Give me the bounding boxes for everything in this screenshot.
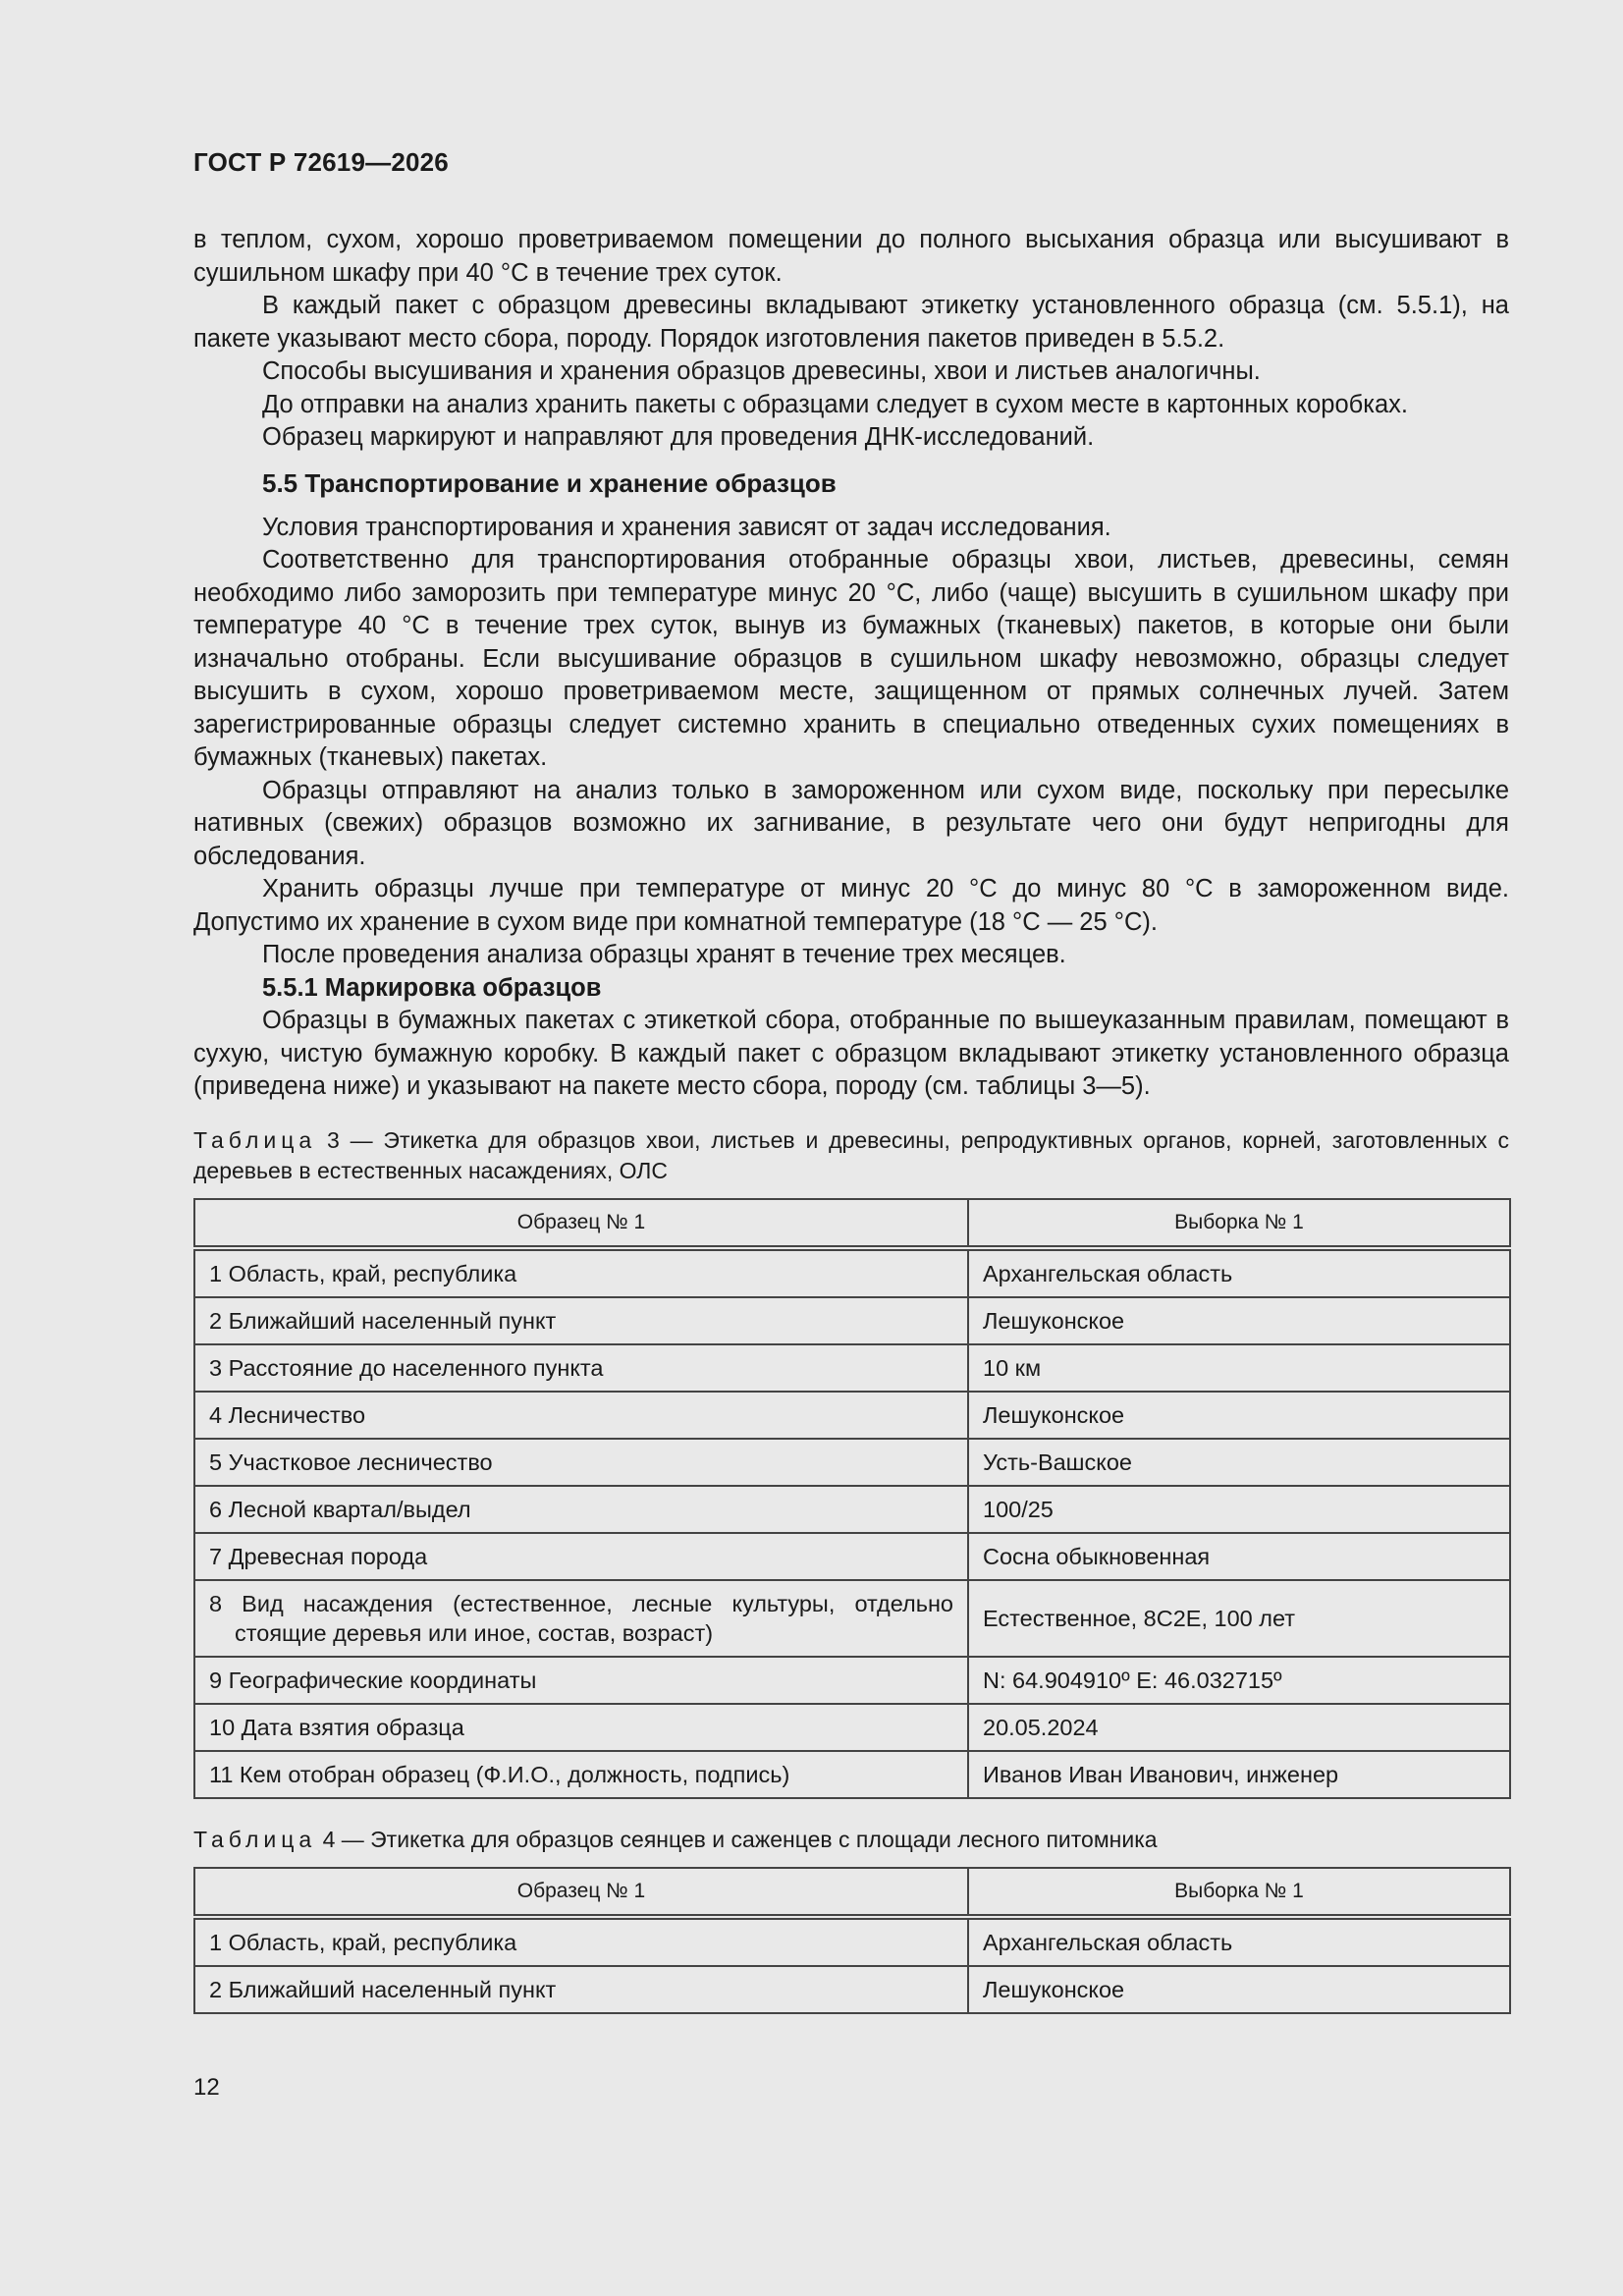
paragraph: До отправки на анализ хранить пакеты с образцами следует в сухом месте в картонных коробках. — [262, 390, 1408, 418]
table-cell: 9 Географические координаты — [194, 1657, 968, 1704]
paragraph: Образцы отправляют на анализ только в замороженном или сухом виде, поскольку при пересылке нативных (свежих) образцов возможно их загнивание, в результате чего они будут непригодны для обследования. — [193, 776, 1509, 870]
table-cell: 2 Ближайший населенный пункт — [194, 1966, 968, 2013]
table-3-caption — [193, 1125, 1509, 1186]
column-header: Выборка № 1 — [968, 1199, 1510, 1248]
table-row — [194, 1657, 1510, 1704]
table-cell-text: 8 Вид насаждения (естественное, лесные культуры, отдельно стоящие деревья или иное, состав, возраст) — [209, 1590, 953, 1646]
table-4 — [193, 1867, 1511, 2014]
table-cell: 100/25 — [968, 1486, 1510, 1533]
table-cell: 3 Расстояние до населенного пункта — [194, 1344, 968, 1392]
column-header: Выборка № 1 — [968, 1868, 1510, 1917]
table-row — [194, 1580, 1510, 1657]
table-cell: 10 км — [968, 1344, 1510, 1392]
table-3 — [193, 1198, 1511, 1799]
paragraph: в теплом, сухом, хорошо проветриваемом помещении до полного высыхания образца или высушивают в сушильном шкафу при 40 °С в течение трех суток. — [193, 226, 1509, 287]
table-cell: Лешуконское — [968, 1392, 1510, 1439]
table-row — [194, 1917, 1510, 1966]
table-cell: 5 Участковое лесничество — [194, 1439, 968, 1486]
table-cell: 11 Кем отобран образец (Ф.И.О., должность, подпись) — [194, 1751, 968, 1798]
document-body — [193, 224, 1509, 2014]
table-cell: 20.05.2024 — [968, 1704, 1510, 1751]
column-header: Образец № 1 — [194, 1199, 968, 1248]
table-cell — [194, 1580, 968, 1657]
table-row — [194, 1704, 1510, 1751]
table-4-caption — [193, 1825, 1509, 1855]
table-row — [194, 1751, 1510, 1798]
table-cell: 10 Дата взятия образца — [194, 1704, 968, 1751]
paragraph: После проведения анализа образцы хранят в течение трех месяцев. — [262, 941, 1066, 968]
table-cell: N: 64.904910º E: 46.032715º — [968, 1657, 1510, 1704]
table-caption-text: 4 — Этикетка для образцов сеянцев и саженцев с площади лесного питомника — [316, 1826, 1158, 1852]
table-header-row — [194, 1199, 1510, 1248]
table-caption-label: Таблица — [193, 1826, 317, 1852]
paragraph: Условия транспортирования и хранения зависят от задач исследования. — [262, 513, 1111, 541]
table-cell: Архангельская область — [968, 1917, 1510, 1966]
table-row — [194, 1439, 1510, 1486]
section-heading-5-5-1: 5.5.1 Маркировка образцов — [262, 973, 602, 1002]
table-cell: Усть-Вашское — [968, 1439, 1510, 1486]
paragraph: Образец маркируют и направляют для проведения ДНК-исследований. — [262, 423, 1095, 451]
document-id-header: ГОСТ Р 72619—2026 — [193, 147, 449, 177]
table-cell: Лешуконское — [968, 1966, 1510, 2013]
page-number: 12 — [193, 2074, 220, 2101]
paragraph: В каждый пакет с образцом древесины вкладывают этикетку установленного образца (см. 5.5.1), на пакете указывают место сбора, породу. Порядок изготовления пакетов приведен в 5.5.2. — [193, 292, 1509, 353]
table-cell: 1 Область, край, республика — [194, 1248, 968, 1297]
table-row — [194, 1966, 1510, 2013]
table-header-row — [194, 1868, 1510, 1917]
column-header: Образец № 1 — [194, 1868, 968, 1917]
table-cell: 2 Ближайший населенный пункт — [194, 1297, 968, 1344]
section-heading-5-5: 5.5 Транспортирование и хранение образцов — [262, 467, 837, 498]
table-cell: 7 Древесная порода — [194, 1533, 968, 1580]
paragraph: Способы высушивания и хранения образцов древесины, хвои и листьев аналогичны. — [262, 357, 1261, 385]
paragraph: Соответственно для транспортирования отобранные образцы хвои, листьев, древесины, семян необходимо либо заморозить при температуре минус 20 °С, либо (чаще) высушить в сушильном шкафу при температуре 40 °С в течение трех суток, вынув из бумажных (тканевых) пакетов, в которые они были изначально отобраны. Если высушивание образцов в сушильном шкафу невозможно, образцы следует высушить в сухом, хорошо проветриваемом месте, защищенном от прямых солнечных лучей. Затем зарегистрированные образцы следует системно хранить в специально отведенных сухих помещениях в бумажных (тканевых) пакетах. — [193, 546, 1509, 771]
paragraph: Хранить образцы лучше при температуре от минус 20 °С до минус 80 °С в замороженном виде. Допустимо их хранение в сухом виде при комнатной температуре (18 °С — 25 °С). — [193, 875, 1509, 936]
table-cell: Естественное, 8С2Е, 100 лет — [968, 1580, 1510, 1657]
table-row — [194, 1392, 1510, 1439]
table-caption-text: 3 — Этикетка для образцов хвои, листьев и древесины, репродуктивных органов, корней, заготовленных с деревьев в естественных насаждениях, ОЛС — [193, 1126, 1509, 1183]
table-cell: 1 Область, край, республика — [194, 1917, 968, 1966]
table-cell: Иванов Иван Иванович, инженер — [968, 1751, 1510, 1798]
table-row — [194, 1486, 1510, 1533]
table-row — [194, 1344, 1510, 1392]
table-row — [194, 1297, 1510, 1344]
table-row — [194, 1248, 1510, 1297]
paragraph: Образцы в бумажных пакетах с этикеткой сбора, отобранные по вышеуказанным правилам, помещают в сухую, чистую бумажную коробку. В каждый пакет с образцом вкладывают этикетку установленного образца (приведена ниже) и указывают на пакете место сбора, породу (см. таблицы 3—5). — [193, 1007, 1509, 1100]
table-cell: 6 Лесной квартал/выдел — [194, 1486, 968, 1533]
table-cell: 4 Лесничество — [194, 1392, 968, 1439]
table-row — [194, 1533, 1510, 1580]
table-cell: Лешуконское — [968, 1297, 1510, 1344]
table-caption-label: Таблица — [193, 1126, 317, 1153]
table-cell: Сосна обыкновенная — [968, 1533, 1510, 1580]
table-cell: Архангельская область — [968, 1248, 1510, 1297]
